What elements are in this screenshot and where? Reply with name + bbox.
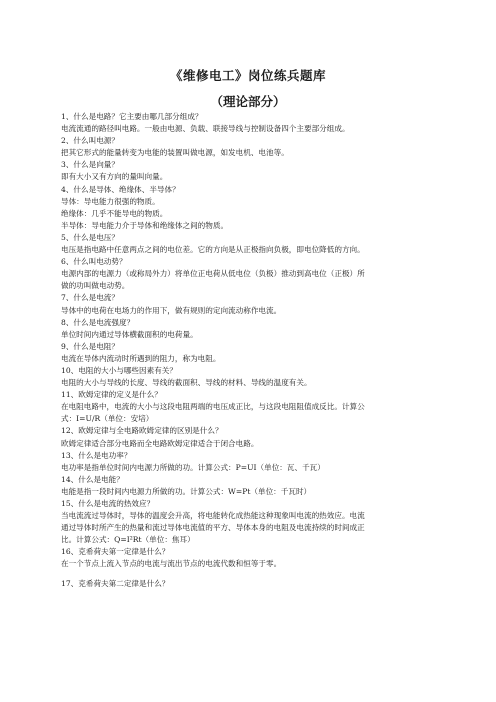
- text-line: 导体中的电荷在电场力的作用下，做有规则的定向流动称作电流。: [61, 305, 282, 315]
- text-line: 4、什么是导体、绝缘体、半导体？: [61, 184, 180, 194]
- text-line: 通过导体时所产生的热量和流过导体电流值的平方、导体本身的电阻及电流持续的时间成正: [61, 523, 365, 533]
- text-line: 电压是指电路中任意两点之间的电位差。它的方向是从正极指向负极，即电位降低的方向。: [61, 245, 365, 255]
- text-line: 当电流流过导体时，导体的温度会升高，将电能转化成热能这种现象叫电流的热效应。电流: [61, 511, 365, 521]
- text-line: 在一个节点上流入节点的电流与流出节点的电流代数和恒等于零。: [61, 559, 282, 569]
- text-line: 比。计算公式：Q=I²Rt（单位：焦耳）: [61, 535, 195, 545]
- text-line: 做的功叫做电动势。: [61, 281, 130, 291]
- text-line: 电流在导体内流动时所遇到的阻力，称为电阻。: [61, 353, 221, 363]
- text-line: 式：I=U/R（单位：安培）: [61, 414, 154, 424]
- document-body: [61, 111, 434, 590]
- text-line: 6、什么叫电动势？: [61, 257, 127, 267]
- text-line: 半导体：导电能力介于导体和绝缘体之间的物质。: [61, 220, 229, 230]
- text-line: 电能是指一段时间内电源力所做的功。计算公式：W=Pt（单位：千瓦时）: [61, 486, 312, 496]
- text-line: 9、什么是电阻？: [61, 341, 119, 351]
- text-line: 在电阻电路中，电流的大小与这段电阻两端的电压成正比，与这段电阻阻值成反比。计算公: [61, 402, 365, 412]
- paragraph-gap: [61, 571, 434, 578]
- text-line: 15、什么是电流的热效应？: [61, 499, 155, 508]
- text-line: 11、欧姆定律的定义是什么？: [61, 390, 162, 400]
- document-title: 《维修电工》岗位练兵题库: [169, 68, 326, 83]
- text-line: 12、欧姆定律与全电路欧姆定律的区别是什么？: [61, 426, 223, 436]
- text-line: 单位时间内通过导体横截面积的电荷量。: [61, 329, 198, 339]
- text-line: 5、什么是电压？: [61, 232, 119, 242]
- text-line: 绝缘体：几乎不能导电的物质。: [61, 208, 168, 218]
- text-line: 电流流通的路径叫电路。一般由电源、负载、联接导线与控制设备四个主要部分组成。: [61, 124, 350, 134]
- text-line: 电阻的大小与导线的长度、导线的截面积、导线的材料、导线的温度有关。: [61, 378, 312, 388]
- text-line: 7、什么是电流？: [61, 293, 119, 303]
- question-line: 17、克希荷夫第二定律是什么？: [61, 578, 170, 588]
- text-line: 3、什么是向量？: [61, 160, 119, 170]
- text-line: 导体：导电能力很强的物质。: [61, 196, 160, 206]
- text-line: 把其它形式的能量转变为电能的装置叫做电源，如发电机、电池等。: [61, 148, 289, 158]
- document-subtitle: （理论部分）: [210, 94, 286, 109]
- text-line: 2、什么叫电源？: [61, 136, 119, 146]
- text-line: 电源内部的电源力（或称局外力）将单位正电荷从低电位（负极）推动到高电位（正极）所: [61, 269, 365, 279]
- text-line: 欧姆定律适合部分电路而全电路欧姆定律适合于闭合电路。: [61, 438, 259, 448]
- text-line: 电功率是指单位时间内电源力所做的功。计算公式：P=UI（单位：瓦、千瓦）: [61, 462, 325, 472]
- text-line: 8、什么是电流强度？: [61, 317, 135, 327]
- text-line: 即有大小又有方向的量叫向量。: [61, 172, 168, 182]
- text-line: 10、电阻的大小与哪些因素有关？: [61, 365, 177, 375]
- text-line: 16、克希荷夫第一定律是什么？: [61, 547, 170, 557]
- text-line: 13、什么是电功率？: [61, 450, 132, 460]
- text-line: 14、什么是电能？: [61, 474, 124, 484]
- text-line: 1、什么是电路？它主要由哪几部分组成？: [61, 112, 203, 121]
